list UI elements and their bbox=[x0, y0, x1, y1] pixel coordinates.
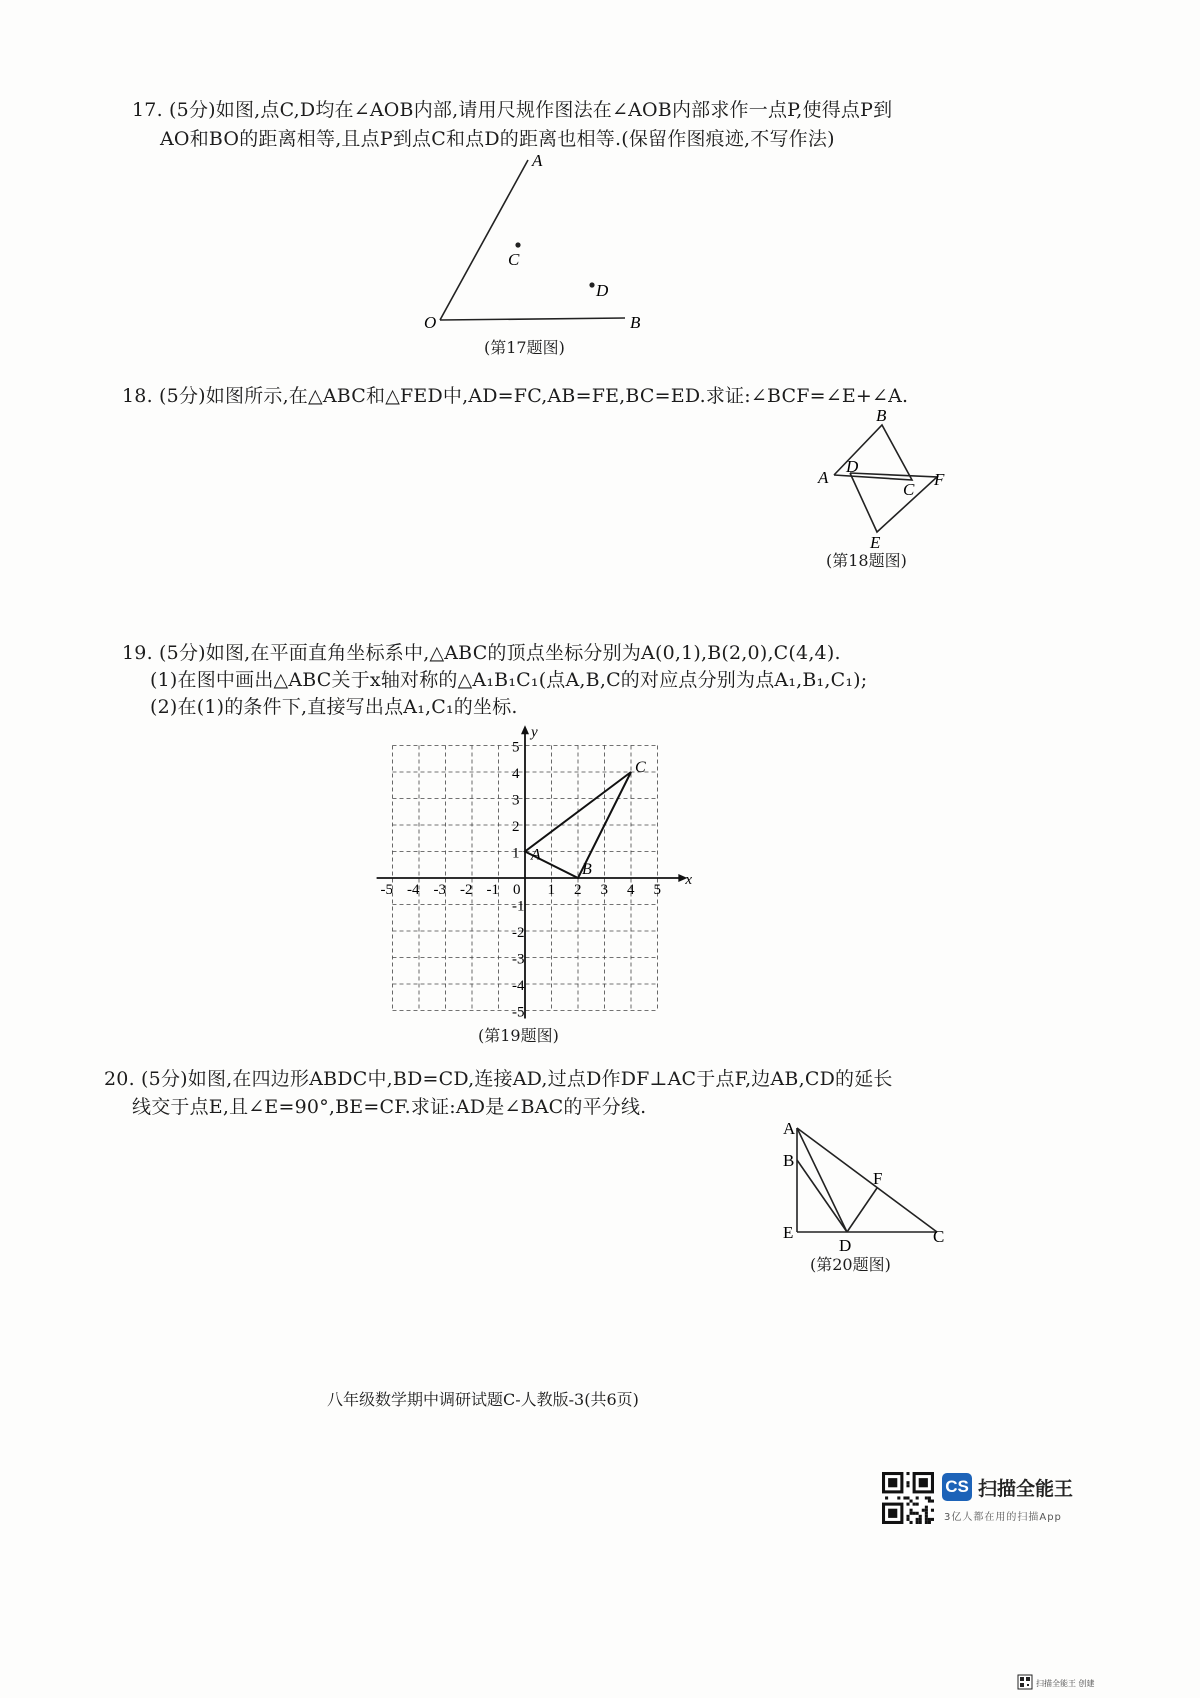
q18-caption: (第18题图) bbox=[826, 551, 907, 570]
q17-label-B: B bbox=[630, 313, 641, 332]
y-tick-label: 4 bbox=[512, 766, 520, 782]
q17-line2: AO和BO的距离相等,且点P到点C和点D的距离也相等.(保留作图痕迹,不写作法) bbox=[160, 128, 835, 150]
y-tick-label: -5 bbox=[512, 1004, 525, 1021]
q17-point-D bbox=[589, 282, 594, 287]
q20-segment-AC bbox=[797, 1128, 937, 1232]
y-tick-label: -3 bbox=[512, 951, 525, 968]
y-tick-label: -4 bbox=[512, 978, 525, 994]
q20-caption: (第20题图) bbox=[810, 1255, 891, 1274]
x-tick-label: -3 bbox=[433, 882, 446, 898]
small-qr-icon bbox=[1018, 1675, 1032, 1689]
point-label-A: A bbox=[531, 846, 541, 864]
q17-line1: 17. (5分)如图,点C,D均在∠AOB内部,请用尺规作图法在∠AOB内部求作一点P,使得点P到 bbox=[132, 99, 893, 121]
q18-line1: 18. (5分)如图所示,在△ABC和△FED中,AD=FC,AB=FE,BC=ED.求证:∠BCF=∠E+∠A. bbox=[122, 385, 909, 407]
point-label-C: C bbox=[635, 759, 646, 776]
q20-line2: 线交于点E,且∠E=90°,BE=CF.求证:AD是∠BAC的平分线. bbox=[132, 1096, 647, 1118]
q17-label-A: A bbox=[532, 151, 543, 170]
q20-line1: 20. (5分)如图,在四边形ABDC中,BD=CD,连接AD,过点D作DF⊥AC于点F,边AB,CD的延长 bbox=[104, 1068, 893, 1090]
y-tick-label: 1 bbox=[512, 845, 520, 862]
page-footer: 八年级数学期中调研试题C-人教版-3(共6页) bbox=[327, 1390, 639, 1409]
q18-triangle-FED bbox=[850, 473, 937, 532]
q20-label-A: A bbox=[783, 1119, 796, 1138]
q18-label-F: F bbox=[934, 470, 945, 489]
x-tick-label: -4 bbox=[407, 882, 420, 898]
q18-label-D: D bbox=[846, 457, 859, 476]
y-tick-label: 2 bbox=[512, 819, 520, 835]
q17-point-C bbox=[515, 242, 520, 247]
qr-code-icon bbox=[882, 1472, 934, 1524]
q19-caption: (第19题图) bbox=[478, 1026, 559, 1045]
q20-label-C: C bbox=[933, 1227, 945, 1246]
y-tick-label: -1 bbox=[512, 898, 525, 915]
q18-label-B: B bbox=[876, 406, 887, 425]
y-axis-label: y bbox=[531, 724, 538, 741]
q20-segment-BD bbox=[797, 1160, 847, 1232]
q20-label-F: F bbox=[873, 1169, 883, 1188]
q17-label-C: C bbox=[508, 250, 520, 269]
x-tick-label: -1 bbox=[486, 882, 499, 898]
q18-figure bbox=[812, 405, 957, 555]
origin-label: 0 bbox=[513, 882, 521, 898]
y-tick-label: 3 bbox=[512, 792, 520, 809]
x-tick-label: 1 bbox=[547, 882, 555, 898]
q17-ray-OB bbox=[440, 318, 625, 320]
y-tick-label: 5 bbox=[512, 739, 520, 756]
q17-label-O: O bbox=[424, 313, 437, 332]
x-tick-label: -5 bbox=[380, 882, 393, 898]
watermark-brand: 扫描全能王 bbox=[978, 1478, 1074, 1500]
q19-coordinate-grid bbox=[370, 715, 693, 1025]
q20-segment-DF bbox=[847, 1188, 877, 1232]
q20-label-D: D bbox=[839, 1236, 852, 1255]
y-axis-arrow bbox=[521, 725, 529, 734]
watermark-slogan: 3亿人都在用的扫描App bbox=[944, 1512, 1062, 1523]
q20-segment-AD bbox=[797, 1128, 847, 1232]
q18-label-C: C bbox=[903, 480, 915, 499]
q20-figure bbox=[775, 1112, 955, 1257]
x-tick-label: -2 bbox=[460, 882, 473, 898]
x-axis-label: x bbox=[685, 872, 693, 888]
x-tick-label: 4 bbox=[627, 882, 635, 898]
point-label-B: B bbox=[582, 861, 592, 878]
q18-label-A: A bbox=[818, 468, 829, 487]
q20-label-E: E bbox=[783, 1223, 794, 1242]
q19-line2: (1)在图中画出△ABC关于x轴对称的△A₁B₁C₁(点A,B,C的对应点分别为点A₁,B₁,C₁); bbox=[150, 669, 868, 691]
x-tick-label: 3 bbox=[600, 882, 608, 898]
x-tick-label: 5 bbox=[653, 882, 661, 898]
q18-label-E: E bbox=[870, 533, 881, 552]
q17-label-D: D bbox=[596, 281, 609, 300]
y-tick-label: -2 bbox=[512, 925, 525, 941]
q17-ray-OA bbox=[440, 160, 528, 320]
q19-line1: 19. (5分)如图,在平面直角坐标系中,△ABC的顶点坐标分别为A(0,1),B(2,0),C(4,4). bbox=[122, 642, 841, 664]
watermark-tiny: 扫描全能王 创建 bbox=[1036, 1679, 1095, 1688]
q17-caption: (第17题图) bbox=[484, 338, 565, 357]
q19-line3: (2)在(1)的条件下,直接写出点A₁,C₁的坐标. bbox=[150, 696, 518, 718]
q19-triangle-ABC bbox=[525, 759, 646, 878]
q17-figure bbox=[420, 150, 670, 355]
camscanner-logo: CS bbox=[942, 1473, 972, 1501]
q20-label-B: B bbox=[783, 1151, 795, 1170]
x-tick-label: 2 bbox=[574, 882, 582, 898]
